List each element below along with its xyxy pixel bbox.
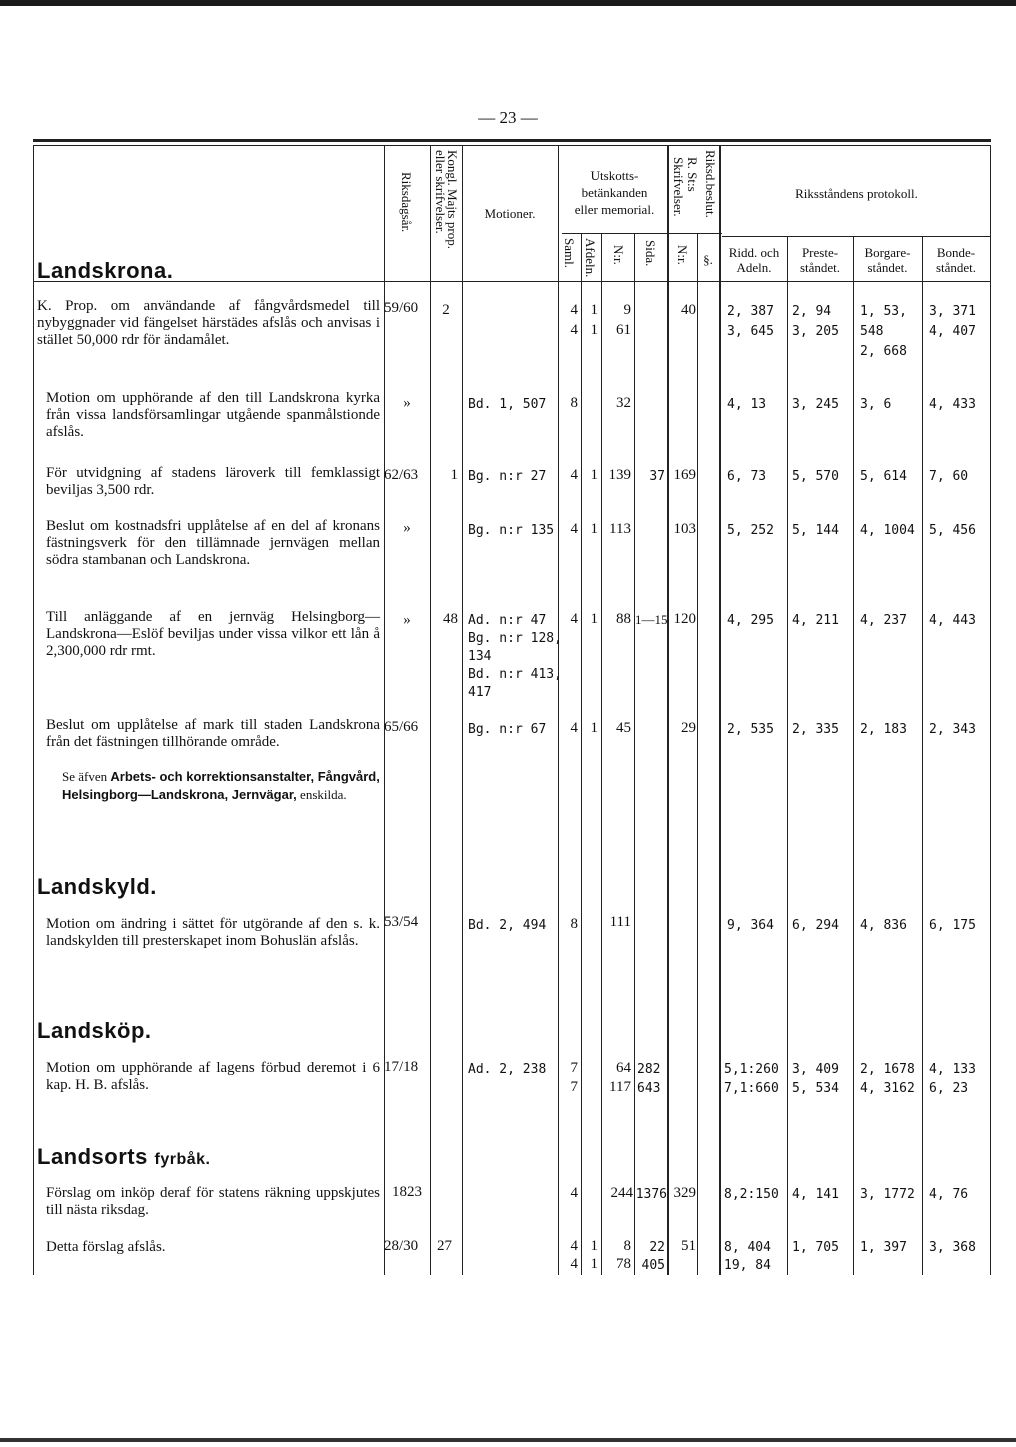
- riksdag-subheader-rule: [669, 233, 722, 234]
- col-line-borgare-right: [922, 236, 923, 1275]
- row-0-ridd-1: 2, 387: [727, 304, 774, 319]
- row-5-afdeln-1: 1: [590, 720, 598, 736]
- row-8-subject: Förslag om inköp deraf för statens räkning uppskjutes till nästa riksdag.: [46, 1185, 380, 1218]
- col-line-preste-right: [853, 236, 854, 1275]
- header-utskott-line2: betänkanden: [581, 185, 648, 200]
- header-borgare-line1: Borgare-: [864, 245, 911, 260]
- row-0-preste-1: 2, 94: [792, 304, 832, 319]
- row-4-year: »: [403, 612, 411, 628]
- row-8-year: 1823: [392, 1184, 422, 1200]
- row-4-nr-1: 88: [616, 611, 631, 627]
- row-2-bonde-1: 7, 60: [929, 469, 969, 484]
- see-also-terms: Arbets- och korrektionsanstalter, Fångvård, Helsingborg—Landskrona, Jernvägar,: [62, 769, 380, 802]
- header-ridd-line1: Ridd. och: [728, 245, 780, 260]
- row-4-motion-4: Bd. n:r 413,: [468, 667, 562, 682]
- row-4-rst: 120: [673, 611, 696, 627]
- row-3-bonde-1: 5, 456: [929, 523, 976, 538]
- row-9-sida-1: 22: [649, 1240, 665, 1255]
- row-3-rst: 103: [673, 521, 696, 537]
- row-3-saml-1: 4: [570, 521, 578, 537]
- see-also-note: [62, 768, 380, 804]
- row-7-sida-1: 282: [637, 1062, 661, 1077]
- row-0-borgare-3: 2, 668: [860, 344, 907, 359]
- col-line-motion-right: [558, 145, 559, 1275]
- header-preste-line2: ståndet.: [799, 260, 841, 275]
- row-0-bonde-2: 4, 407: [929, 324, 976, 339]
- row-0-kongl: 2: [442, 302, 450, 318]
- row-6-year: 53/54: [384, 914, 419, 930]
- row-4-motion-1: Ad. n:r 47: [468, 613, 547, 628]
- row-4-ridd-1: 4, 295: [727, 613, 774, 628]
- row-9-afdeln-2: 1: [590, 1256, 598, 1272]
- row-4-sida-1: 1—15: [635, 612, 668, 627]
- page-top-border: [0, 0, 1016, 6]
- row-9-saml-1: 4: [570, 1238, 578, 1254]
- page-bottom-border: [0, 1438, 1016, 1442]
- row-2-subject: För utvidgning af stadens läroverk till femklassigt beviljas 3,500 rdr.: [46, 465, 380, 498]
- row-8-borgare-1: 3, 1772: [860, 1187, 915, 1202]
- header-bonde-line2: ståndet.: [935, 260, 977, 275]
- row-0-year: 59/60: [384, 300, 419, 316]
- row-7-preste-1: 3, 409: [792, 1062, 839, 1077]
- row-0-saml-2: 4: [570, 322, 578, 338]
- header-rst-line1: R. St:s: [685, 157, 700, 192]
- header-kongl-line2: eller skrifvelser.: [433, 150, 448, 234]
- row-7-ridd-2: 7,1:660: [724, 1081, 779, 1096]
- row-3-ridd-1: 5, 252: [727, 523, 774, 538]
- row-9-preste-1: 1, 705: [792, 1240, 839, 1255]
- row-2-ridd-1: 6, 73: [727, 469, 767, 484]
- row-7-nr-1: 64: [616, 1060, 631, 1076]
- row-8-rst: 329: [673, 1185, 696, 1201]
- row-9-rst: 51: [681, 1238, 696, 1254]
- row-5-ridd-1: 2, 535: [727, 722, 774, 737]
- row-1-saml-1: 8: [570, 395, 578, 411]
- row-1-motion-1: Bd. 1, 507: [468, 397, 547, 412]
- row-3-year: »: [403, 520, 411, 536]
- row-7-nr-2: 117: [609, 1079, 631, 1095]
- row-0-bonde-1: 3, 371: [929, 304, 976, 319]
- utskott-subheader-rule: [562, 233, 669, 234]
- col-line-left: [33, 145, 34, 1275]
- row-1-borgare-1: 3, 6: [860, 397, 892, 412]
- row-8-saml-1: 4: [570, 1185, 578, 1201]
- row-0-rst: 40: [681, 302, 696, 318]
- row-1-subject: Motion om upphörande af den till Landskrona kyrka från vissa landsförsamlingar utgående spanmålstionde afslås.: [46, 390, 380, 440]
- header-bottom-rule: [33, 281, 991, 282]
- row-0-afdeln-1: 1: [590, 302, 598, 318]
- row-5-rst: 29: [681, 720, 696, 736]
- row-9-sida-2: 405: [641, 1258, 665, 1273]
- row-1-nr-1: 32: [616, 395, 631, 411]
- row-2-rst: 169: [673, 467, 696, 483]
- col-line-right: [990, 145, 991, 1275]
- row-5-subject: Beslut om upplåtelse af mark till staden Landskrona från det fästningen tillhörande område.: [46, 717, 380, 750]
- row-1-ridd-1: 4, 13: [727, 397, 767, 412]
- row-4-saml-1: 4: [570, 611, 578, 627]
- header-afdeln: Afdeln.: [583, 238, 598, 278]
- row-2-borgare-1: 5, 614: [860, 469, 907, 484]
- row-4-bonde-1: 4, 443: [929, 613, 976, 628]
- row-4-afdeln-1: 1: [590, 611, 598, 627]
- section-title-landskyld: Landskyld.: [37, 874, 157, 899]
- row-0-borgare-2: 548: [860, 324, 884, 339]
- row-9-nr-2: 78: [616, 1256, 631, 1272]
- col-line-kongl-right: [462, 145, 463, 1275]
- header-protokoll: Riksståndens protokoll.: [795, 186, 918, 201]
- row-5-nr-1: 45: [616, 720, 631, 736]
- row-2-preste-1: 5, 570: [792, 469, 839, 484]
- row-9-saml-2: 4: [570, 1256, 578, 1272]
- header-bonde-line1: Bonde-: [936, 245, 976, 260]
- row-5-bonde-1: 2, 343: [929, 722, 976, 737]
- row-5-year: 65/66: [384, 719, 419, 735]
- row-6-nr-1: 111: [609, 914, 631, 930]
- row-6-bonde-1: 6, 175: [929, 918, 976, 933]
- row-1-bonde-1: 4, 433: [929, 397, 976, 412]
- row-9-ridd-1: 8, 404: [724, 1240, 771, 1255]
- row-2-afdeln-1: 1: [590, 467, 598, 483]
- header-kongl-line1: Kongl. Majts prop.: [445, 150, 460, 249]
- col-line-rst-right: [697, 233, 698, 1275]
- row-1-preste-1: 3, 245: [792, 397, 839, 412]
- row-0-preste-2: 3, 205: [792, 324, 839, 339]
- header-utskott-line1: Utskotts-: [590, 168, 639, 183]
- row-0-nr-1: 9: [623, 302, 631, 318]
- row-4-motion-5: 417: [468, 685, 492, 700]
- header-section-sign: §.: [703, 252, 713, 267]
- col-line-afdeln-right: [601, 233, 602, 1275]
- row-9-kongl: 27: [437, 1238, 452, 1254]
- row-7-subject: Motion om upphörande af lagens förbud deremot i 6 kap. H. B. afslås.: [46, 1060, 380, 1093]
- row-2-motion-1: Bg. n:r 27: [468, 469, 547, 484]
- row-2-sida-1: 37: [649, 469, 665, 484]
- row-3-afdeln-1: 1: [590, 521, 598, 537]
- header-rst-nr: N:r.: [675, 245, 690, 265]
- row-0-borgare-1: 1, 53,: [860, 304, 907, 319]
- col-line-nr-right: [634, 233, 635, 1275]
- table-top-rule: [33, 139, 991, 142]
- col-line-saml-right: [581, 233, 582, 1275]
- row-8-sida-1: 1376: [635, 1187, 667, 1202]
- header-riksdagsar: Riksdagsår.: [399, 172, 414, 233]
- section-title-landsorts: [37, 1144, 210, 1170]
- row-7-bonde-2: 6, 23: [929, 1081, 969, 1096]
- protokoll-subheader-rule: [722, 236, 991, 237]
- header-saml: Saml.: [562, 238, 577, 268]
- section-title-landskop: Landsköp.: [37, 1018, 152, 1043]
- row-3-preste-1: 5, 144: [792, 523, 839, 538]
- row-6-subject: Motion om ändring i sättet för utgörande af den s. k. landskylden till presterskapet inom Bohuslän afslås.: [46, 916, 380, 949]
- row-7-borgare-1: 2, 1678: [860, 1062, 915, 1077]
- row-3-subject: Beslut om kostnadsfri upplåtelse af en del af kronans fästningsverk för den tillämnade jernvägen mellan södra stambanan och Landskrona.: [46, 518, 380, 568]
- header-riksd-beslut: Riksd.beslut.: [703, 150, 718, 218]
- header-utskott-line3: eller memorial.: [574, 202, 655, 217]
- row-5-saml-1: 4: [570, 720, 578, 736]
- row-1-year: »: [403, 395, 411, 411]
- row-7-saml-2: 7: [570, 1079, 578, 1095]
- row-7-borgare-2: 4, 3162: [860, 1081, 915, 1096]
- row-6-preste-1: 6, 294: [792, 918, 839, 933]
- row-4-kongl: 48: [443, 611, 458, 627]
- row-5-borgare-1: 2, 183: [860, 722, 907, 737]
- row-4-motion-3: 134: [468, 649, 492, 664]
- row-7-year: 17/18: [384, 1059, 419, 1075]
- section-title-landsorts-main: Landsorts: [37, 1144, 148, 1169]
- page-number: — 23 —: [478, 108, 538, 127]
- row-6-ridd-1: 9, 364: [727, 918, 774, 933]
- row-6-motion-1: Bd. 2, 494: [468, 918, 547, 933]
- row-7-sida-2: 643: [637, 1081, 661, 1096]
- row-4-borgare-1: 4, 237: [860, 613, 907, 628]
- row-0-subject: K. Prop. om användande af fångvårdsmedel till nybyggnader vid fängelset härstädes afslås och anvisas i stället 50,000 rdr för ändamålet.: [37, 298, 380, 348]
- row-7-ridd-1: 5,1:260: [724, 1062, 779, 1077]
- header-sida: Sida.: [643, 240, 658, 267]
- row-0-afdeln-2: 1: [590, 322, 598, 338]
- row-5-preste-1: 2, 335: [792, 722, 839, 737]
- row-9-subject: Detta förslag afslås.: [46, 1239, 166, 1255]
- header-nr: N:r.: [611, 245, 626, 265]
- row-7-preste-2: 5, 534: [792, 1081, 839, 1096]
- row-8-nr-1: 244: [610, 1185, 633, 1201]
- col-line-riksdag-right: [719, 145, 721, 1275]
- row-9-year: 28/30: [384, 1238, 419, 1254]
- row-6-saml-1: 8: [570, 916, 578, 932]
- table-top-rule-thin: [33, 145, 991, 146]
- row-7-motion-1: Ad. 2, 238: [468, 1062, 547, 1077]
- row-9-borgare-1: 1, 397: [860, 1240, 907, 1255]
- row-6-borgare-1: 4, 836: [860, 918, 907, 933]
- header-rst-line2: Skrifvelser.: [671, 157, 686, 217]
- row-0-nr-2: 61: [616, 322, 631, 338]
- see-also-prefix: Se äfven: [62, 769, 108, 784]
- row-9-afdeln-1: 1: [590, 1238, 598, 1254]
- row-0-saml-1: 4: [570, 302, 578, 318]
- row-2-nr-1: 139: [608, 467, 631, 483]
- row-4-subject: Till anläggande af en jernväg Helsingborg—Landskrona—Eslöf beviljas under vissa vilkor ett lån å 2,300,000 rdr rmt.: [46, 609, 380, 659]
- row-3-nr-1: 113: [609, 521, 631, 537]
- see-also-suffix: enskilda.: [300, 787, 347, 802]
- header-preste-line1: Preste-: [801, 245, 839, 260]
- row-8-ridd-1: 8,2:150: [724, 1187, 779, 1202]
- section-title-landsorts-small: fyrbåk.: [154, 1151, 211, 1168]
- row-0-ridd-2: 3, 645: [727, 324, 774, 339]
- header-ridd-line2: Adeln.: [736, 260, 772, 275]
- row-9-bonde-1: 3, 368: [929, 1240, 976, 1255]
- col-line-ridd-right: [787, 236, 788, 1275]
- row-3-motion-1: Bg. n:r 135: [468, 523, 555, 538]
- row-2-saml-1: 4: [570, 467, 578, 483]
- row-3-borgare-1: 4, 1004: [860, 523, 915, 538]
- row-4-motion-2: Bg. n:r 128,: [468, 631, 562, 646]
- row-7-bonde-1: 4, 133: [929, 1062, 976, 1077]
- row-7-saml-1: 7: [570, 1060, 578, 1076]
- header-motioner: Motioner.: [484, 206, 536, 221]
- row-2-year: 62/63: [384, 467, 419, 483]
- row-8-bonde-1: 4, 76: [929, 1187, 969, 1202]
- section-title-landskrona: Landskrona.: [37, 258, 174, 283]
- row-4-preste-1: 4, 211: [792, 613, 839, 628]
- row-9-nr-1: 8: [623, 1238, 631, 1254]
- row-5-motion-1: Bg. n:r 67: [468, 722, 547, 737]
- row-9-ridd-2: 19, 84: [724, 1258, 771, 1273]
- row-8-preste-1: 4, 141: [792, 1187, 839, 1202]
- row-2-kongl: 1: [450, 467, 458, 483]
- header-borgare-line2: ståndet.: [867, 260, 908, 275]
